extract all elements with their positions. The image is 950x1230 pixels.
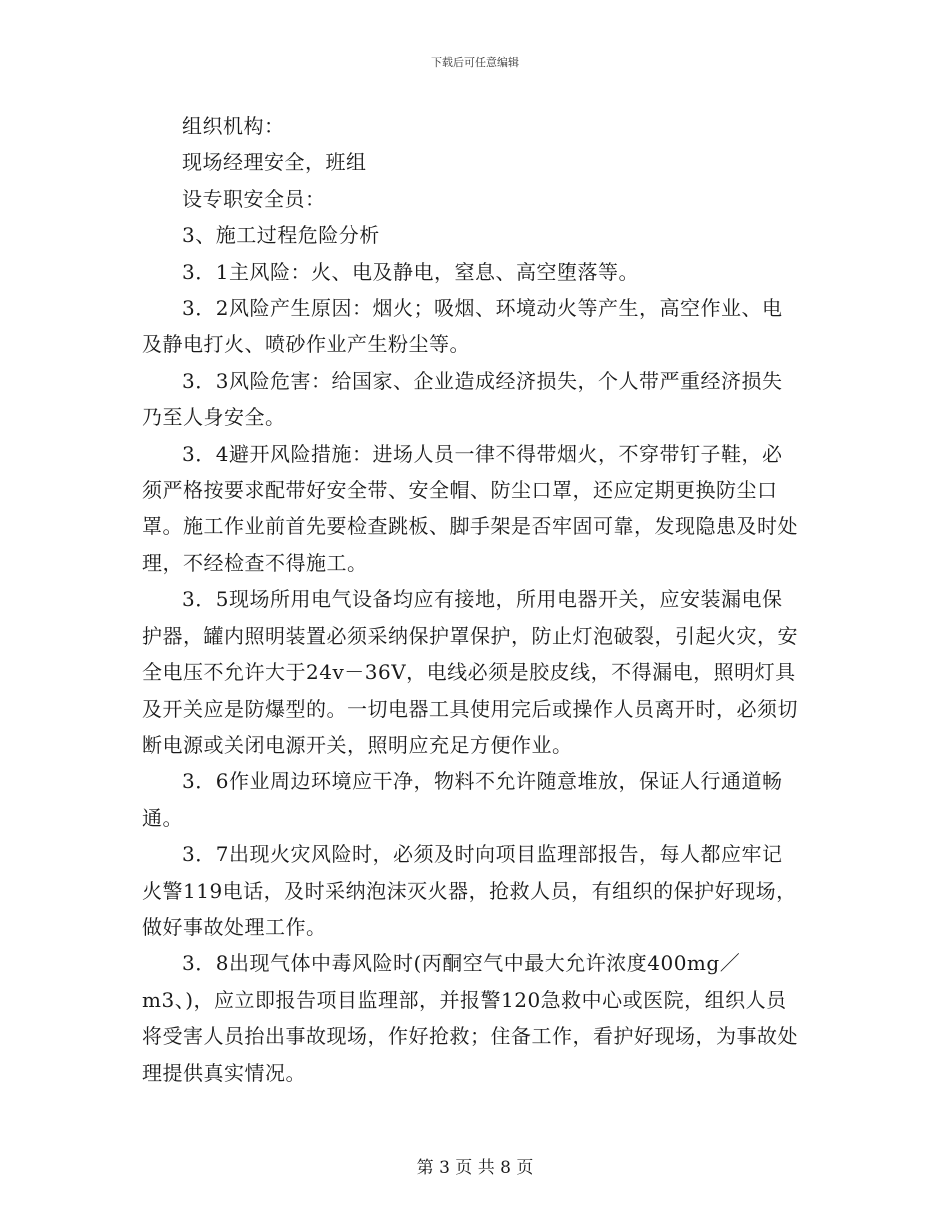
paragraph-3-7: 3．7出现火灾风险时，必须及时向项目监理部报告，每人都应牢记火警119电话，及时采纳泡沫灭火器，抢救人员，有组织的保护好现场，做好事故处理工作。: [142, 842, 797, 939]
paragraph-3-8: 3．8出现气体中毒风险时(丙酮空气中最大允许浓度400mg／m3、)，应立即报告项目监理部，并报警120急救中心或医院，组织人员将受害人员抬出事故现场，作好抢救；住备工作，看护好现场，为事故处理提供真实情况。: [142, 951, 798, 1085]
paragraph-3-2: 3．2风险产生原因：烟火；吸烟、环境动火等产生，高空作业、电及静电打火、喷砂作业产生粉尘等。: [142, 296, 783, 357]
page-header: 下载后可任意编辑: [431, 56, 519, 69]
paragraph-3-3: 3．3风险危害：给国家、企业造成经济损失，个人带严重经济损失乃至人身安全。: [142, 368, 783, 430]
paragraph-org-structure: 组织机构：: [182, 114, 285, 138]
page-footer: 第 3 页 共 8 页: [416, 1158, 534, 1178]
paragraph-3-6: 3．6作业周边环境应干净，物料不允许随意堆放，保证人行通道畅通。: [142, 769, 783, 830]
section-heading-hazard-analysis: 3、施工过程危险分析: [182, 223, 380, 248]
paragraph-safety-officer: 设专职安全员：: [182, 186, 326, 211]
paragraph-site-manager: 现场经理安全，班组: [182, 150, 367, 175]
paragraph-3-4: 3．4避开风险措施：进场人员一律不得带烟火，不穿带钉子鞋，必须严格按要求配带好安全带、安全帽、防尘口罩，还应定期更换防尘口罩。施工作业前首先要检查跳板、脚手架是否牢固可靠，发现隐患及时处理，不经检查不得施工。: [142, 441, 798, 575]
document-body: [142, 108, 802, 1091]
paragraph-3-1: 3．1主风险：火、电及静电，窒息、高空堕落等。: [182, 259, 639, 284]
paragraph-3-5: 3．5现场所用电气设备均应有接地，所用电器开关，应安装漏电保护器，罐内照明装置必须采纳保护罩保护，防止灯泡破裂，引起火灾，安全电压不允许大于24v－36V，电线必须是胶皮线，不得漏电，照明灯具及开关应是防爆型的。一切电器工具使用完后或操作人员离开时，必须切断电源或关闭电源开关，照明应充足方便作业。: [142, 587, 798, 757]
